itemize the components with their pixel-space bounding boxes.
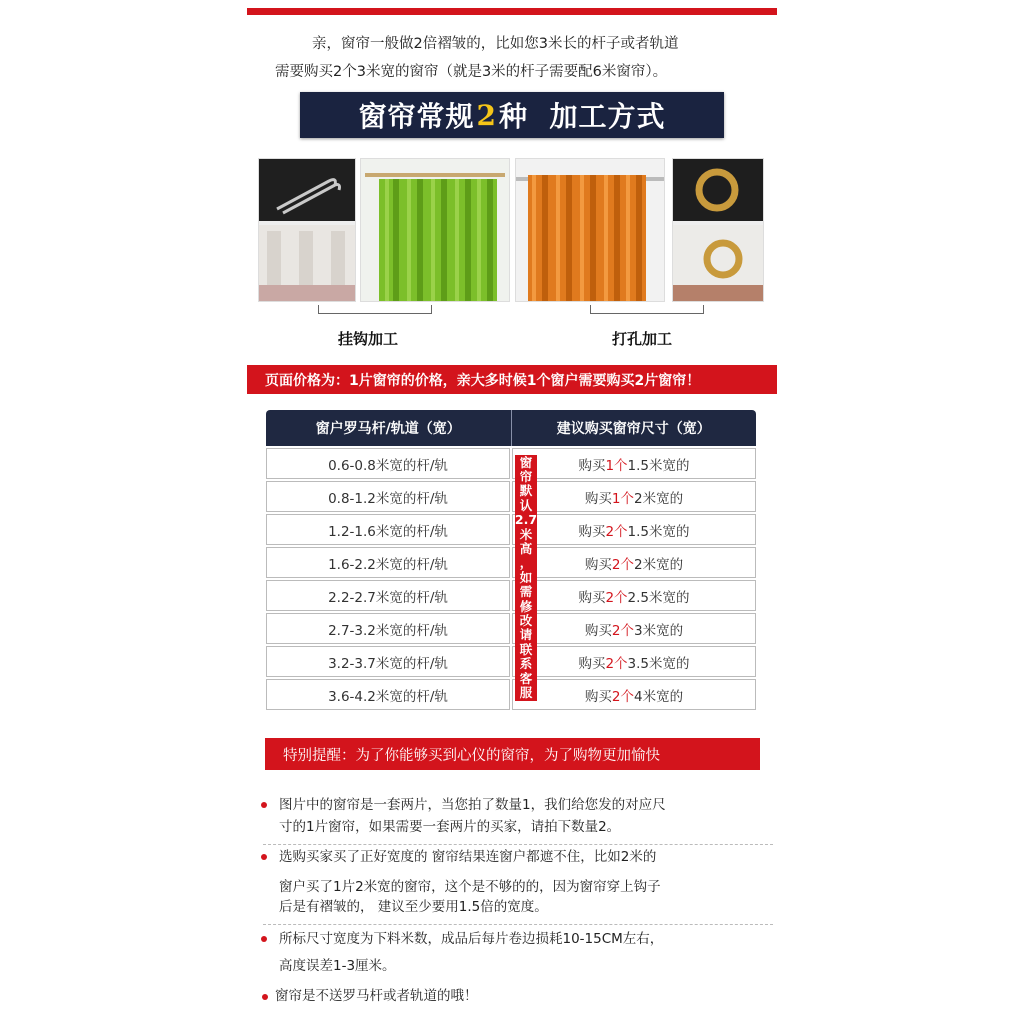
rod-width-cell: 2.2-2.7米宽的杆/轨: [266, 580, 510, 611]
note-1-line-1: 图片中的窗帘是一套两片，当您拍了数量1，我们给您发的对应尺: [279, 797, 666, 813]
top-red-bar: [247, 8, 777, 15]
quantity: 2个: [605, 589, 628, 606]
hook-detail-photo: [258, 158, 356, 302]
rod-width-cell: 0.6-0.8米宽的杆/轨: [266, 448, 510, 479]
curtain-size-cell: [512, 448, 756, 479]
buy-word: 购买: [584, 490, 612, 507]
buy-word: 购买: [578, 589, 606, 606]
default-height-text: 窗 帘 默 认 2.7 米 高 ， 如 需 修 改 请 联 系 客 服: [514, 454, 538, 701]
table-row: [266, 679, 756, 710]
note-2-line-2: 窗户买了1片2米宽的窗帘，这个是不够的的，因为窗帘穿上钩子: [279, 879, 661, 895]
divider: [263, 844, 773, 845]
grommet-bracket: [590, 305, 704, 314]
size-table: [266, 410, 756, 710]
quantity: 2个: [611, 622, 634, 639]
curtain-size-cell: [512, 580, 756, 611]
curtain-size-cell: [512, 481, 756, 512]
curtain-width: 3米宽的: [634, 622, 684, 639]
grommet-method-label: 打孔加工: [612, 330, 673, 348]
special-reminder-text: 特别提醒：为了你能够买到心仪的窗帘，为了购物更加愉快: [283, 747, 660, 764]
intro-line-1: 亲，窗帘一般做2倍褶皱的，比如您3米长的杆子或者轨道: [312, 36, 679, 52]
price-note-text: 页面价格为：1片窗帘的价格，亲大多时候1个窗户需要购买2片窗帘！: [265, 372, 701, 389]
table-row: [266, 646, 756, 677]
banner-text-1: 窗帘常规: [358, 100, 475, 133]
rod-width-cell: 3.6-4.2米宽的杆/轨: [266, 679, 510, 710]
divider: [263, 924, 773, 925]
table-row: [266, 580, 756, 611]
rod-width-cell: 1.6-2.2米宽的杆/轨: [266, 547, 510, 578]
curtain-width: 1.5米宽的: [627, 523, 690, 540]
curtain-width: 2米宽的: [634, 490, 684, 507]
curtain-width: 4米宽的: [634, 688, 684, 705]
table-row: [266, 481, 756, 512]
header-curtain-size: 建议购买窗帘尺寸（宽）: [556, 421, 711, 437]
green-curtain-image: [361, 159, 509, 301]
curtain-size-cell: [512, 547, 756, 578]
curtain-width: 2米宽的: [634, 556, 684, 573]
curtain-size-cell: [512, 646, 756, 677]
buy-word: 购买: [578, 457, 606, 474]
rod-width-cell: 0.8-1.2米宽的杆/轨: [266, 481, 510, 512]
table-header: [266, 410, 756, 446]
bullet-dot: [261, 936, 267, 942]
note-4: 窗帘是不送罗马杆或者轨道的哦！: [275, 988, 478, 1004]
table-row: [266, 547, 756, 578]
curtain-size-cell: [512, 613, 756, 644]
price-note-bar: [247, 365, 777, 394]
table-row: [266, 613, 756, 644]
header-rod-width: 窗户罗马杆/轨道（宽）: [266, 410, 512, 446]
special-reminder-bar: [265, 738, 760, 770]
quantity: 2个: [605, 655, 628, 672]
quantity: 2个: [611, 688, 634, 705]
buy-word: 购买: [584, 688, 612, 705]
table-row: [266, 448, 756, 479]
grommet-detail-photo: [672, 158, 764, 302]
buy-word: 购买: [578, 655, 606, 672]
curtain-width: 2.5米宽的: [627, 589, 690, 606]
hook-detail-image: [259, 159, 355, 301]
buy-word: 购买: [578, 523, 606, 540]
note-2-line-3: 后是有褶皱的， 建议至少要用1.5倍的宽度。: [279, 899, 548, 915]
default-height-note: [515, 455, 537, 701]
orange-curtain-image: [516, 159, 664, 301]
quantity: 1个: [605, 457, 628, 474]
hook-method-label: 挂钩加工: [338, 330, 399, 348]
banner-text-2: 种 加工方式: [499, 100, 666, 133]
note-1-line-2: 寸的1片窗帘，如果需要一套两片的买家，请拍下数量2。: [279, 819, 621, 835]
hook-bracket: [318, 305, 432, 314]
banner-number: 2: [476, 98, 497, 132]
processing-methods-banner: [300, 92, 724, 138]
quantity: 2个: [605, 523, 628, 540]
table-row: [266, 514, 756, 545]
bullet-dot: [262, 994, 268, 1000]
note-3-line-2: 高度误差1-3厘米。: [279, 958, 396, 974]
note-2-line-1: 选购买家买了正好宽度的 窗帘结果连窗户都遮不住，比如2米的: [279, 849, 657, 865]
curtain-width: 3.5米宽的: [627, 655, 690, 672]
grommet-curtain-photo: [515, 158, 665, 302]
buy-word: 购买: [584, 556, 612, 573]
rod-width-cell: 2.7-3.2米宽的杆/轨: [266, 613, 510, 644]
quantity: 2个: [611, 556, 634, 573]
grommet-ring-image: [673, 159, 763, 301]
curtain-size-cell: [512, 679, 756, 710]
notes-panel: [249, 790, 775, 990]
rod-width-cell: 3.2-3.7米宽的杆/轨: [266, 646, 510, 677]
rod-width-cell: 1.2-1.6米宽的杆/轨: [266, 514, 510, 545]
buy-word: 购买: [584, 622, 612, 639]
curtain-width: 1.5米宽的: [627, 457, 690, 474]
bullet-dot: [261, 802, 267, 808]
note-3-line-1: 所标尺寸宽度为下料米数，成品后每片卷边损耗10-15CM左右，: [279, 931, 664, 947]
curtain-size-cell: [512, 514, 756, 545]
bullet-dot: [261, 854, 267, 860]
hook-curtain-photo: [360, 158, 510, 302]
intro-line-2: 需要购买2个3米宽的窗帘（就是3米的杆子需要配6米窗帘）。: [275, 64, 668, 80]
quantity: 1个: [611, 490, 634, 507]
